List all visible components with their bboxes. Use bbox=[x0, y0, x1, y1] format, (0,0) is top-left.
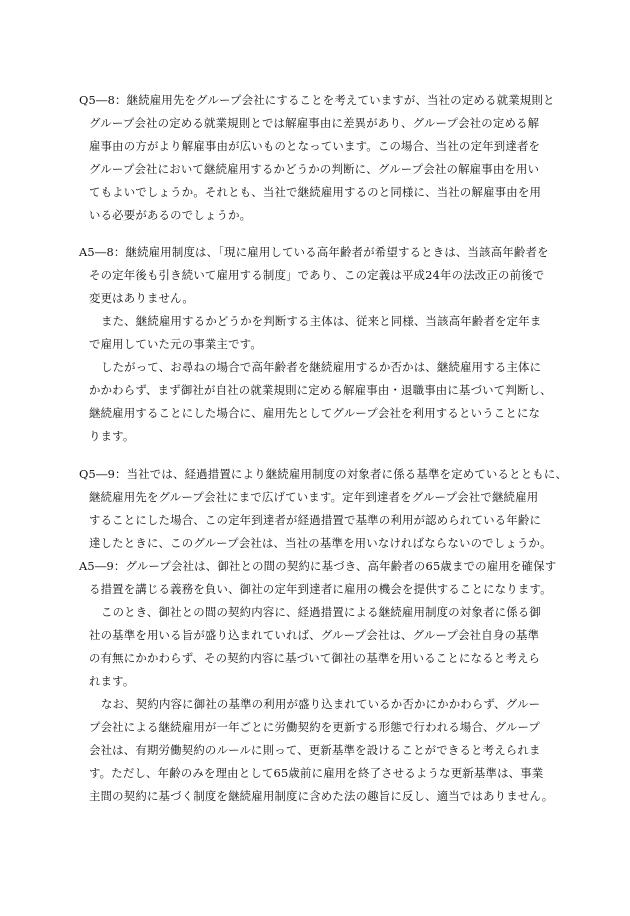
a5-8-line: かかわらず、まず御社が自社の就業規則に定める解雇事由・退職事由に基づいて判断し、 bbox=[89, 383, 552, 397]
a5-9-line: る措置を講じる義務を負い、御社の定年到達者に雇用の機会を提供することになります。 bbox=[89, 582, 552, 596]
a5-9-line: 主間の契約に基づく制度を継続雇用制度に含めた法の趣旨に反し、適当ではありません。 bbox=[89, 789, 554, 803]
a5-9-line: す。ただし、年齢のみを理由として65歳前に雇用を終了させるような更新基準は、事業 bbox=[89, 766, 544, 780]
q5-8-line: Q5―8：継続雇用先をグループ会社にすることを考えていますが、当社の定める就業規則と bbox=[79, 93, 555, 107]
a5-8-line: ります。 bbox=[89, 429, 135, 443]
a5-9-line: 会社は、有期労働契約のルールに則って、更新基準を設けることができると考えられま bbox=[89, 743, 541, 757]
a5-8-line: また、継続雇用するかどうかを判断する主体は、従来と同様、当該高年齢者を定年ま bbox=[101, 314, 542, 328]
a5-8-line: A5―8：継続雇用制度は、「現に雇用している高年齢者が希望するときは、当該高年齢者を bbox=[79, 245, 549, 259]
q5-8-line: いる必要があるのでしょうか。 bbox=[89, 208, 252, 222]
q5-9-line: 継続雇用先をグループ会社にまで広げています。定年到達者をグループ会社で継続雇用 bbox=[89, 490, 539, 504]
a5-8-line: 変更はありません。 bbox=[89, 291, 195, 305]
a5-9-line: A5―9：グループ会社は、御社との間の契約に基づき、高年齢者の65歳までの雇用を確保す bbox=[79, 559, 557, 573]
q5-8-line: 雇事由の方がより解雇事由が広いものとなっています。この場合、当社の定年到達者を bbox=[89, 139, 541, 153]
a5-8-line: したがって、お尋ねの場合で高年齢者を継続雇用するか否かは、継続雇用する主体に bbox=[101, 360, 542, 374]
a5-8-line: 継続雇用することにした場合に、雇用先としてグループ会社を利用するということにな bbox=[89, 406, 541, 420]
a5-9-line: プ会社による継続雇用が一年ごとに労働契約を更新する形態で行われる場合、グループ bbox=[89, 720, 541, 734]
a5-9-line: 社の基準を用いる旨が盛り込まれていれば、グループ会社は、グループ会社自身の基準 bbox=[89, 628, 540, 642]
a5-9-line: れます。 bbox=[89, 674, 135, 688]
q5-8-line: てもよいでしょうか。それとも、当社で継続雇用するのと同様に、当社の解雇事由を用 bbox=[89, 185, 542, 199]
a5-8-line: その定年後も引き続いて雇用する制度」であり、この定義は平成24年の法改正の前後で bbox=[89, 268, 545, 282]
a5-9-line: の有無にかかわらず、その契約内容に基づいて御社の基準を用いることになると考えら bbox=[89, 651, 541, 665]
q5-9-line: することにした場合、この定年到達者が経過措置で基準の利用が認められている年齢に bbox=[89, 513, 542, 527]
q5-9-line: Q5―9：当社では、経過措置により継続雇用制度の対象者に係る基準を定めているとともに、 bbox=[79, 467, 568, 481]
q5-8-line: グループ会社の定める就業規則とでは解雇事由に差異があり、グループ会社の定める解 bbox=[89, 116, 540, 130]
a5-8-line: で雇用していた元の事業主です。 bbox=[89, 337, 262, 351]
q5-8-line: グループ会社において継続雇用するかどうかの判断に、グループ会社の解雇事由を用い bbox=[89, 162, 540, 176]
a5-9-line: なお、契約内容に御社の基準の利用が盛り込まれているか否かにかかわらず、グルー bbox=[101, 697, 541, 711]
a5-9-line: このとき、御社との間の契約内容に、経過措置による継続雇用制度の対象者に係る御 bbox=[101, 605, 541, 619]
q5-9-line: 達したときに、このグループ会社は、当社の基準を用いなければならないのでしょうか。 bbox=[89, 536, 552, 550]
